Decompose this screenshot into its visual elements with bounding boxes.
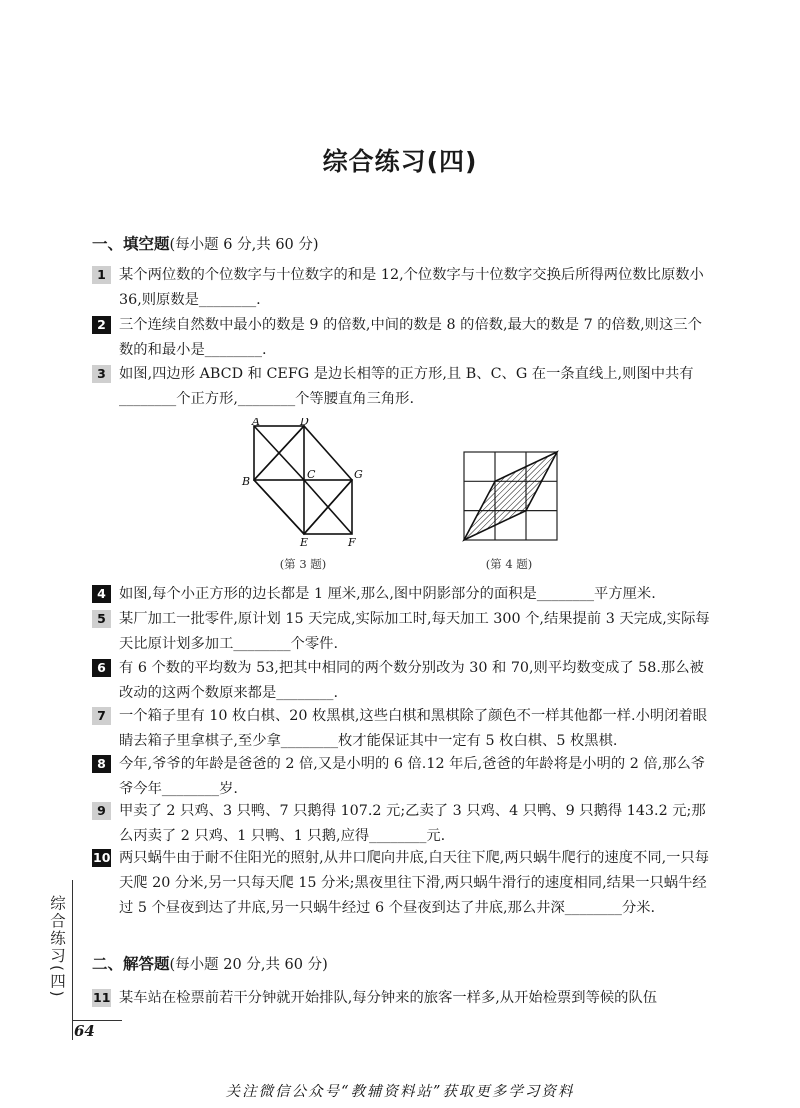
question-8 bbox=[92, 752, 710, 802]
question-6 bbox=[92, 656, 710, 706]
question-text: 甲卖了 2 只鸡、3 只鸭、7 只鹅得 107.2 元;乙卖了 3 只鸡、4 只鸭、9 只鹅得 143.2 元;那么丙卖了 2 只鸡、1 只鸭、1 只鹅,应得________元. bbox=[119, 803, 706, 844]
figure-3-squares bbox=[238, 418, 368, 548]
figure-4-caption: (第 4 题) bbox=[485, 557, 533, 571]
question-number: 1 bbox=[92, 266, 111, 284]
label-G: G bbox=[354, 468, 363, 481]
figure-3-caption: (第 3 题) bbox=[279, 557, 327, 571]
question-text: 如图,四边形 ABCD 和 CEFG 是边长相等的正方形,且 B、C、G 在一条直线上,则图中共有________个正方形,________个等腰直角三角形. bbox=[119, 366, 694, 407]
question-text: 某车站在检票前若干分钟就开始排队,每分钟来的旅客一样多,从开始检票到等候的队伍 bbox=[119, 990, 658, 1006]
question-number: 4 bbox=[92, 585, 111, 603]
section-note: (每小题 20 分,共 60 分) bbox=[169, 957, 328, 973]
question-text: 某个两位数的个位数字与十位数字的和是 12,个位数字与十位数字交换后所得两位数比原数小 36,则原数是________. bbox=[119, 267, 704, 308]
label-F: F bbox=[348, 536, 356, 548]
label-D: D bbox=[300, 418, 309, 428]
sidebar-label: 综合练习(四) bbox=[48, 895, 66, 999]
question-11 bbox=[92, 986, 710, 1011]
question-number: 6 bbox=[92, 659, 111, 677]
question-number: 10 bbox=[93, 850, 111, 865]
label-E: E bbox=[300, 536, 309, 548]
question-2 bbox=[92, 313, 710, 363]
question-number: 9 bbox=[92, 802, 111, 820]
question-text: 有 6 个数的平均数为 53,把其中相同的两个数分别改为 30 和 70,则平均数变成了 58.那么被改动的这两个数原来都是________. bbox=[119, 660, 704, 701]
question-number: 7 bbox=[92, 707, 111, 725]
shaded-quadrilateral bbox=[464, 452, 557, 540]
question-text: 一个箱子里有 10 枚白棋、20 枚黑棋,这些白棋和黑棋除了颜色不一样其他都一样.小明闭着眼睛去箱子里拿棋子,至少拿________枚才能保证其中一定有 5 枚白棋、5 枚黑棋. bbox=[119, 708, 708, 749]
question-number: 3 bbox=[92, 365, 111, 383]
sidebar-rule bbox=[72, 880, 73, 1040]
question-9 bbox=[92, 799, 710, 849]
section-note: (每小题 6 分,共 60 分) bbox=[169, 237, 319, 253]
label-B: B bbox=[242, 475, 251, 488]
question-10 bbox=[92, 846, 710, 921]
figure-4-grid bbox=[460, 448, 560, 544]
question-text: 某厂加工一批零件,原计划 15 天完成,实际加工时,每天加工 300 个,结果提前 3 天完成,实际每天比原计划多加工________个零件. bbox=[119, 611, 710, 652]
question-1 bbox=[92, 263, 710, 313]
page-title: 综合练习(四) bbox=[322, 147, 478, 176]
question-text: 如图,每个小正方形的边长都是 1 厘米,那么,图中阴影部分的面积是________平方厘米. bbox=[119, 586, 656, 602]
question-number: 11 bbox=[93, 990, 111, 1005]
question-number: 5 bbox=[92, 610, 111, 628]
question-number: 2 bbox=[92, 316, 111, 334]
question-text: 今年,爷爷的年龄是爸爸的 2 倍,又是小明的 6 倍.12 年后,爸爸的年龄将是小明的 2 倍,那么爷爷今年________岁. bbox=[119, 756, 706, 797]
page-number-rule bbox=[72, 1020, 122, 1021]
page-number: 64 bbox=[74, 1022, 95, 1040]
question-4 bbox=[92, 582, 710, 607]
question-7 bbox=[92, 704, 710, 754]
section-heading-answer bbox=[92, 952, 328, 974]
footer-watermark: 关注微信公众号“教辅资料站”获取更多学习资料 bbox=[225, 1084, 575, 1100]
question-text: 三个连续自然数中最小的数是 9 的倍数,中间的数是 8 的倍数,最大的数是 7 的倍数,则这三个数的和最小是________. bbox=[119, 317, 702, 358]
section-title: 二、解答题 bbox=[92, 955, 170, 973]
label-C: C bbox=[307, 468, 316, 481]
question-5 bbox=[92, 607, 710, 657]
question-text: 两只蜗牛由于耐不住阳光的照射,从井口爬向井底,白天往下爬,两只蜗牛爬行的速度不同,一只每天爬 20 分米,另一只每天爬 15 分米;黑夜里往下滑,两只蜗牛滑行的速度相同,结果一只蜗牛经过 5 个昼夜到达了井底,另一只蜗牛经过 6 个昼夜到达了井底,那么井深________分米. bbox=[119, 850, 710, 916]
section-title: 一、填空题 bbox=[92, 235, 170, 253]
question-3 bbox=[92, 362, 710, 412]
section-heading-fill bbox=[92, 232, 319, 254]
question-number: 8 bbox=[92, 755, 111, 773]
label-A: A bbox=[252, 418, 260, 428]
